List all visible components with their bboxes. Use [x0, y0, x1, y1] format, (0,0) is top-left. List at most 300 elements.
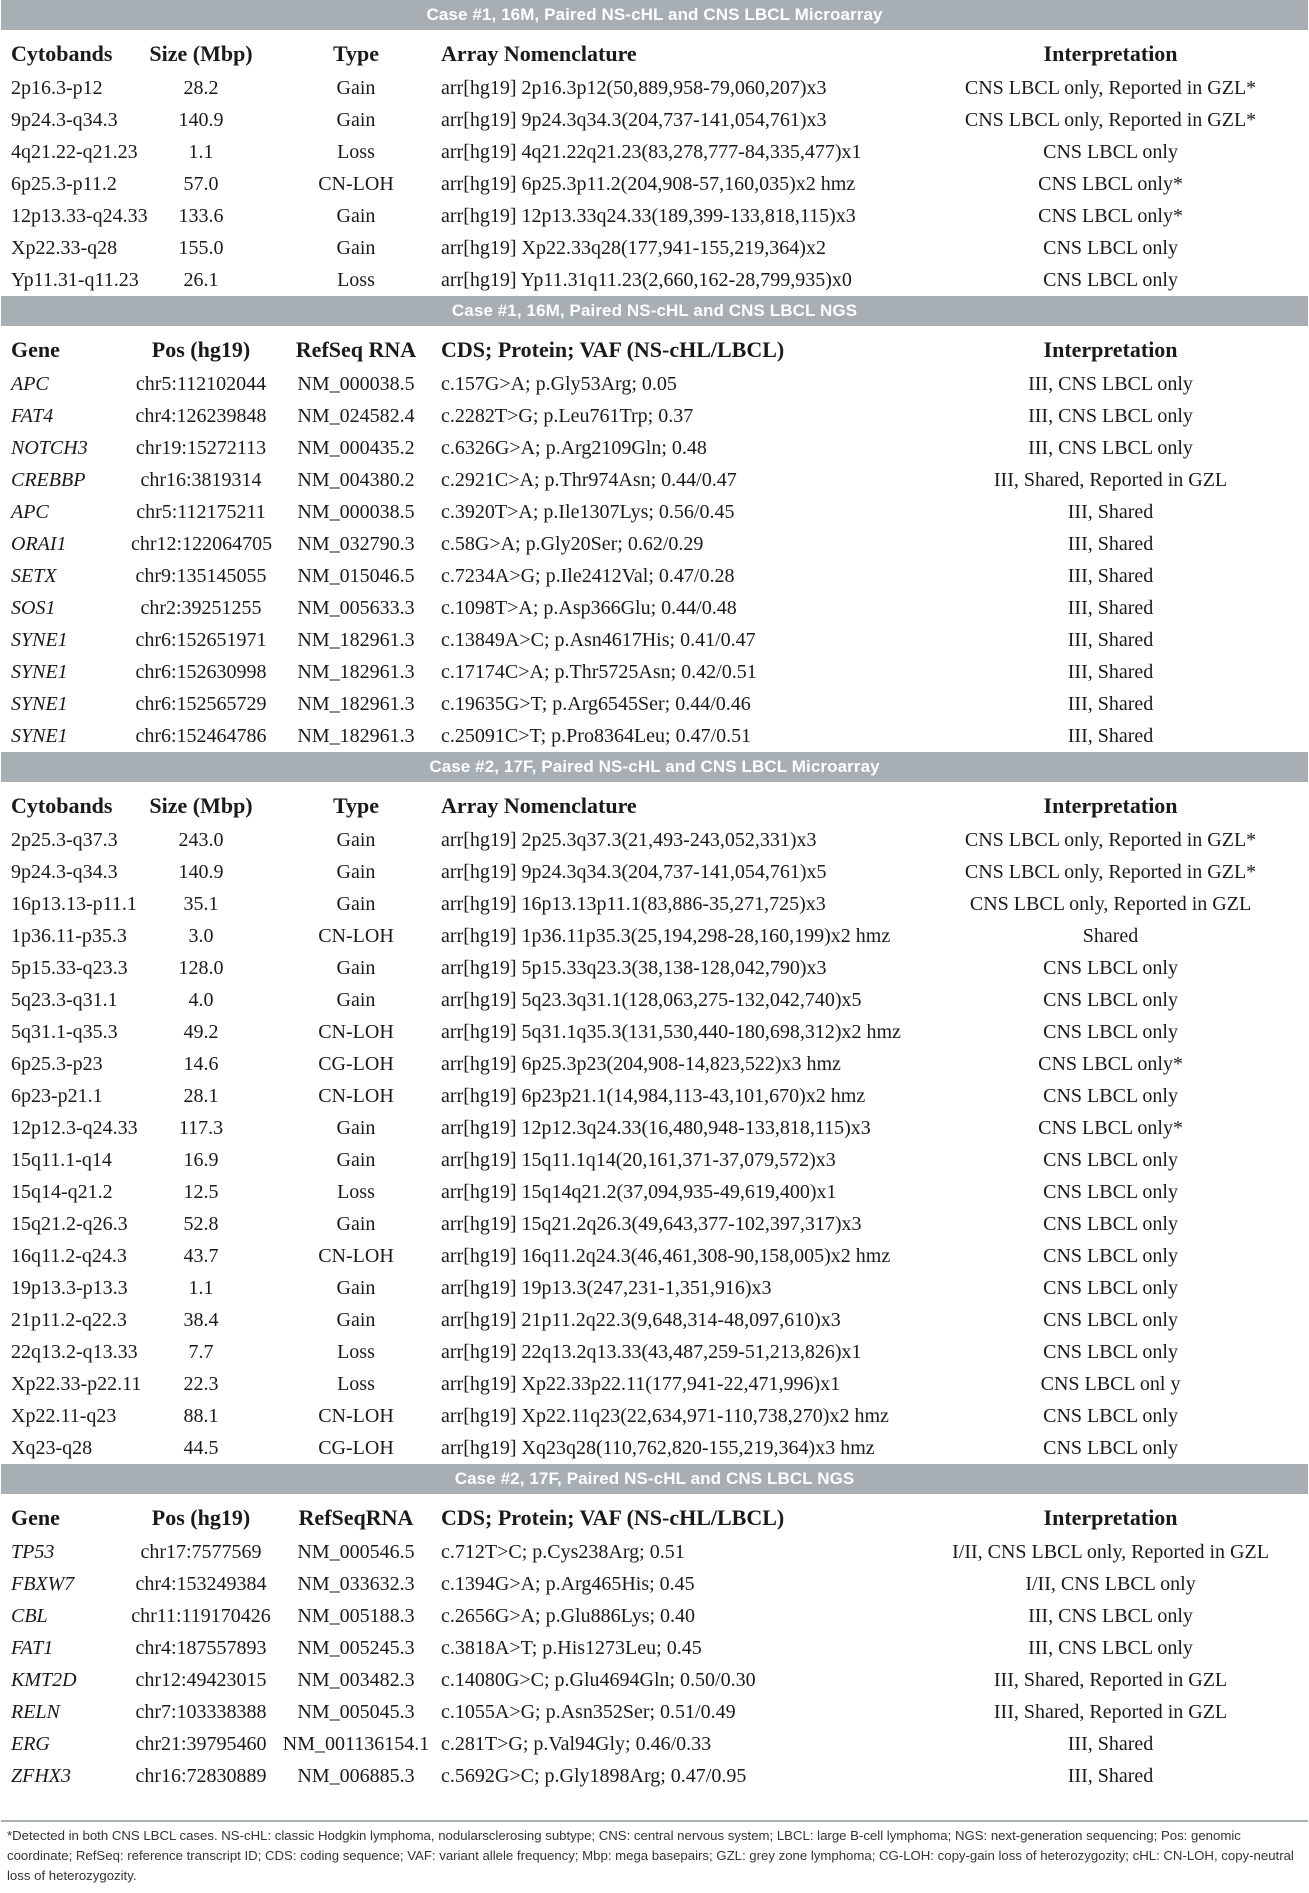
type-cell: Gain	[336, 1212, 376, 1235]
column-header-row	[1, 1494, 1308, 1536]
cds-protein-vaf-cell: c.2282T>G; p.Leu761Trp; 0.37	[441, 404, 694, 427]
interpretation-cell: CNS LBCL only*	[1038, 204, 1183, 227]
nomenclature-cell: arr[hg19] Xq23q28(110,762,820-155,219,364)x3 hmz	[441, 1436, 875, 1459]
cytoband-cell: 4q21.22-q21.23	[11, 140, 138, 163]
column-header: Array Nomenclature	[441, 41, 637, 67]
type-cell: Gain	[336, 1276, 376, 1299]
cytoband-cell: Xq23-q28	[11, 1436, 93, 1459]
type-cell: Gain	[336, 988, 376, 1011]
size-cell: 243.0	[178, 828, 224, 851]
size-cell: 155.0	[178, 236, 224, 259]
gene-cell: TP53	[11, 1540, 55, 1563]
refseq-cell: NM_001136154.1	[282, 1732, 430, 1755]
cds-protein-vaf-cell: c.3818A>T; p.His1273Leu; 0.45	[441, 1636, 702, 1659]
cytoband-cell: Xp22.33-p22.11	[11, 1372, 142, 1395]
cytoband-cell: 1p36.11-p35.3	[11, 924, 127, 947]
column-header: Pos (hg19)	[151, 337, 251, 363]
interpretation-cell: CNS LBCL only	[1043, 1340, 1178, 1363]
table-row	[1, 1304, 1308, 1336]
interpretation-cell: CNS LBCL only	[1043, 1436, 1178, 1459]
interpretation-cell: CNS LBCL only*	[1038, 1052, 1183, 1075]
cytoband-cell: 22q13.2-q13.33	[11, 1340, 138, 1363]
position-cell: chr16:72830889	[135, 1764, 267, 1787]
size-cell: 1.1	[188, 1276, 214, 1299]
type-cell: Gain	[336, 1116, 376, 1139]
nomenclature-cell: arr[hg19] 9p24.3q34.3(204,737-141,054,761)x3	[441, 108, 827, 131]
cytoband-cell: 12p12.3-q24.33	[11, 1116, 138, 1139]
cytoband-cell: 9p24.3-q34.3	[11, 860, 118, 883]
size-cell: 43.7	[183, 1244, 219, 1267]
interpretation-cell: III, Shared	[1067, 724, 1154, 747]
table-row	[1, 1664, 1308, 1696]
cds-protein-vaf-cell: c.25091C>T; p.Pro8364Leu; 0.47/0.51	[441, 724, 752, 747]
nomenclature-cell: arr[hg19] 6p23p21.1(14,984,113-43,101,670)x2 hmz	[441, 1084, 866, 1107]
cytoband-cell: 15q11.1-q14	[11, 1148, 112, 1171]
nomenclature-cell: arr[hg19] 9p24.3q34.3(204,737-141,054,761)x5	[441, 860, 827, 883]
type-cell: Gain	[336, 236, 376, 259]
table-row	[1, 1208, 1308, 1240]
nomenclature-cell: arr[hg19] 12p13.33q24.33(189,399-133,818,115)x3	[441, 204, 856, 227]
table-row	[1, 464, 1308, 496]
table-row	[1, 624, 1308, 656]
column-header: Type	[332, 793, 380, 819]
refseq-cell: NM_182961.3	[297, 692, 415, 715]
size-cell: 16.9	[183, 1148, 219, 1171]
table-row	[1, 264, 1308, 296]
interpretation-cell: CNS LBCL only	[1043, 1020, 1178, 1043]
cytoband-cell: 2p25.3-q37.3	[11, 828, 118, 851]
table-row	[1, 168, 1308, 200]
position-cell: chr17:7577569	[140, 1540, 262, 1563]
gene-cell: RELN	[11, 1700, 60, 1723]
column-header: CDS; Protein; VAF (NS-cHL/LBCL)	[441, 337, 785, 363]
cds-protein-vaf-cell: c.1098T>A; p.Asp366Glu; 0.44/0.48	[441, 596, 737, 619]
section-title: Case #1, 16M, Paired NS-cHL and CNS LBCL Microarray	[1, 0, 1308, 30]
cds-protein-vaf-cell: c.2921C>A; p.Thr974Asn; 0.44/0.47	[441, 468, 737, 491]
cds-protein-vaf-cell: c.19635G>T; p.Arg6545Ser; 0.44/0.46	[441, 692, 751, 715]
table-row	[1, 824, 1308, 856]
cytoband-cell: 16q11.2-q24.3	[11, 1244, 127, 1267]
column-header-row	[1, 326, 1308, 368]
table-row	[1, 528, 1308, 560]
interpretation-cell: CNS LBCL only	[1043, 1148, 1178, 1171]
interpretation-cell: III, CNS LBCL only	[1028, 436, 1193, 459]
nomenclature-cell: arr[hg19] 6p25.3p11.2(204,908-57,160,035)x2 hmz	[441, 172, 856, 195]
type-cell: CN-LOH	[318, 1020, 394, 1043]
table-row	[1, 1568, 1308, 1600]
cytoband-cell: Yp11.31-q11.23	[11, 268, 139, 291]
gene-cell: FAT4	[11, 404, 54, 427]
table-row	[1, 1536, 1308, 1568]
refseq-cell: NM_005045.3	[297, 1700, 415, 1723]
column-header: Cytobands	[11, 793, 113, 819]
column-header: Interpretation	[1043, 793, 1178, 819]
gene-cell: CBL	[11, 1604, 48, 1627]
size-cell: 49.2	[183, 1020, 219, 1043]
cds-protein-vaf-cell: c.58G>A; p.Gly20Ser; 0.62/0.29	[441, 532, 704, 555]
cytoband-cell: 6p23-p21.1	[11, 1084, 103, 1107]
gene-cell: ERG	[11, 1732, 50, 1755]
gene-cell: CREBBP	[11, 468, 86, 491]
cds-protein-vaf-cell: c.1055A>G; p.Asn352Ser; 0.51/0.49	[441, 1700, 736, 1723]
position-cell: chr19:15272113	[135, 436, 267, 459]
section-title: Case #1, 16M, Paired NS-cHL and CNS LBCL NGS	[1, 296, 1308, 326]
nomenclature-cell: arr[hg19] 1p36.11p35.3(25,194,298-28,160,199)x2 hmz	[441, 924, 891, 947]
interpretation-cell: III, CNS LBCL only	[1028, 404, 1193, 427]
nomenclature-cell: arr[hg19] Xp22.11q23(22,634,971-110,738,270)x2 hmz	[441, 1404, 889, 1427]
column-header: Interpretation	[1043, 337, 1178, 363]
column-header: RefSeq RNA	[295, 337, 417, 363]
nomenclature-cell: arr[hg19] Xp22.33p22.11(177,941-22,471,996)x1	[441, 1372, 841, 1395]
cytoband-cell: 5p15.33-q23.3	[11, 956, 128, 979]
interpretation-cell: III, CNS LBCL only	[1028, 1604, 1193, 1627]
column-header: Interpretation	[1043, 1505, 1178, 1531]
position-cell: chr4:187557893	[135, 1636, 267, 1659]
position-cell: chr6:152565729	[135, 692, 267, 715]
size-cell: 22.3	[183, 1372, 219, 1395]
cytoband-cell: 21p11.2-q22.3	[11, 1308, 127, 1331]
cytoband-cell: 9p24.3-q34.3	[11, 108, 118, 131]
nomenclature-cell: arr[hg19] 16p13.13p11.1(83,886-35,271,725)x3	[441, 892, 826, 915]
nomenclature-cell: arr[hg19] 15q14q21.2(37,094,935-49,619,400)x1	[441, 1180, 837, 1203]
size-cell: 4.0	[188, 988, 214, 1011]
interpretation-cell: CNS LBCL only*	[1038, 172, 1183, 195]
column-header: Gene	[11, 1505, 60, 1531]
type-cell: Loss	[337, 268, 375, 291]
column-header: Interpretation	[1043, 41, 1178, 67]
position-cell: chr12:49423015	[135, 1668, 267, 1691]
refseq-cell: NM_005633.3	[297, 596, 415, 619]
column-header: Gene	[11, 337, 60, 363]
cytoband-cell: 6p25.3-p23	[11, 1052, 103, 1075]
table-row	[1, 920, 1308, 952]
table-row	[1, 1368, 1308, 1400]
interpretation-cell: CNS LBCL only	[1043, 1276, 1178, 1299]
table-row	[1, 232, 1308, 264]
type-cell: Gain	[336, 1148, 376, 1171]
cds-protein-vaf-cell: c.17174C>A; p.Thr5725Asn; 0.42/0.51	[441, 660, 757, 683]
cds-protein-vaf-cell: c.1394G>A; p.Arg465His; 0.45	[441, 1572, 695, 1595]
cytoband-cell: 5q23.3-q31.1	[11, 988, 118, 1011]
cds-protein-vaf-cell: c.3920T>A; p.Ile1307Lys; 0.56/0.45	[441, 500, 735, 523]
type-cell: Gain	[336, 892, 376, 915]
type-cell: CN-LOH	[318, 172, 394, 195]
interpretation-cell: III, CNS LBCL only	[1028, 372, 1193, 395]
table-row	[1, 400, 1308, 432]
nomenclature-cell: arr[hg19] Yp11.31q11.23(2,660,162-28,799,935)x0	[441, 268, 852, 291]
size-cell: 44.5	[183, 1436, 219, 1459]
gene-cell: SYNE1	[11, 724, 68, 747]
table-row	[1, 856, 1308, 888]
nomenclature-cell: arr[hg19] 2p16.3p12(50,889,958-79,060,207)x3	[441, 76, 827, 99]
gene-cell: SOS1	[11, 596, 56, 619]
size-cell: 35.1	[183, 892, 219, 915]
interpretation-cell: CNS LBCL only, Reported in GZL*	[964, 76, 1257, 99]
size-cell: 52.8	[183, 1212, 219, 1235]
type-cell: Gain	[336, 108, 376, 131]
interpretation-cell: III, CNS LBCL only	[1028, 1636, 1193, 1659]
table-row	[1, 1728, 1308, 1760]
column-header: Type	[332, 41, 380, 67]
nomenclature-cell: arr[hg19] Xp22.33q28(177,941-155,219,364)x2	[441, 236, 826, 259]
section-title-bar	[1, 296, 1308, 326]
cytoband-cell: 5q31.1-q35.3	[11, 1020, 118, 1043]
interpretation-cell: CNS LBCL only	[1043, 1084, 1178, 1107]
gene-cell: NOTCH3	[11, 436, 88, 459]
interpretation-cell: I/II, CNS LBCL only, Reported in GZL	[952, 1540, 1269, 1563]
refseq-cell: NM_006885.3	[297, 1764, 415, 1787]
column-header: Array Nomenclature	[441, 793, 637, 819]
type-cell: Loss	[337, 1180, 375, 1203]
cds-protein-vaf-cell: c.712T>C; p.Cys238Arg; 0.51	[441, 1540, 685, 1563]
section-title-bar	[1, 0, 1308, 30]
position-cell: chr5:112175211	[136, 500, 266, 523]
nomenclature-cell: arr[hg19] 4q21.22q21.23(83,278,777-84,335,477)x1	[441, 140, 862, 163]
table-row	[1, 1600, 1308, 1632]
cds-protein-vaf-cell: c.281T>G; p.Val94Gly; 0.46/0.33	[441, 1732, 712, 1755]
type-cell: CN-LOH	[318, 1244, 394, 1267]
type-cell: Gain	[336, 1308, 376, 1331]
gene-cell: APC	[11, 500, 49, 523]
type-cell: Loss	[337, 140, 375, 163]
refseq-cell: NM_024582.4	[297, 404, 415, 427]
size-cell: 140.9	[178, 860, 224, 883]
size-cell: 12.5	[183, 1180, 219, 1203]
cds-protein-vaf-cell: c.6326G>A; p.Arg2109Gln; 0.48	[441, 436, 707, 459]
nomenclature-cell: arr[hg19] 5q23.3q31.1(128,063,275-132,042,740)x5	[441, 988, 862, 1011]
cytoband-cell: Xp22.11-q23	[11, 1404, 117, 1427]
interpretation-cell: III, Shared	[1067, 692, 1154, 715]
interpretation-cell: CNS LBCL only, Reported in GZL*	[964, 108, 1257, 131]
nomenclature-cell: arr[hg19] 15q11.1q14(20,161,371-37,079,572)x3	[441, 1148, 836, 1171]
size-cell: 14.6	[183, 1052, 219, 1075]
interpretation-cell: CNS LBCL only	[1043, 1244, 1178, 1267]
position-cell: chr16:3819314	[140, 468, 262, 491]
type-cell: CG-LOH	[318, 1052, 394, 1075]
interpretation-cell: CNS LBCL only	[1043, 988, 1178, 1011]
nomenclature-cell: arr[hg19] 12p12.3q24.33(16,480,948-133,818,115)x3	[441, 1116, 871, 1139]
table-row	[1, 560, 1308, 592]
position-cell: chr11:119170426	[131, 1604, 271, 1627]
size-cell: 38.4	[183, 1308, 219, 1331]
size-cell: 7.7	[188, 1340, 214, 1363]
type-cell: Gain	[336, 204, 376, 227]
cds-protein-vaf-cell: c.14080G>C; p.Glu4694Gln; 0.50/0.30	[441, 1668, 756, 1691]
cytoband-cell: 15q14-q21.2	[11, 1180, 113, 1203]
interpretation-cell: III, Shared	[1067, 596, 1154, 619]
interpretation-cell: III, Shared	[1067, 1764, 1154, 1787]
interpretation-cell: III, Shared	[1067, 1732, 1154, 1755]
gene-cell: ORAI1	[11, 532, 67, 555]
cds-protein-vaf-cell: c.7234A>G; p.Ile2412Val; 0.47/0.28	[441, 564, 735, 587]
nomenclature-cell: arr[hg19] 21p11.2q22.3(9,648,314-48,097,610)x3	[441, 1308, 841, 1331]
refseq-cell: NM_005245.3	[297, 1636, 415, 1659]
column-header: CDS; Protein; VAF (NS-cHL/LBCL)	[441, 1505, 785, 1531]
refseq-cell: NM_182961.3	[297, 628, 415, 651]
section-title-bar	[1, 752, 1308, 782]
type-cell: CN-LOH	[318, 1084, 394, 1107]
gene-cell: SYNE1	[11, 692, 68, 715]
interpretation-cell: CNS LBCL only	[1043, 1212, 1178, 1235]
interpretation-cell: CNS LBCL only	[1043, 236, 1178, 259]
table-row	[1, 1112, 1308, 1144]
type-cell: Loss	[337, 1340, 375, 1363]
position-cell: chr12:122064705	[131, 532, 273, 555]
interpretation-cell: III, Shared	[1067, 628, 1154, 651]
interpretation-cell: CNS LBCL only	[1043, 1180, 1178, 1203]
nomenclature-cell: arr[hg19] 15q21.2q26.3(49,643,377-102,397,317)x3	[441, 1212, 862, 1235]
interpretation-cell: CNS LBCL only*	[1038, 1116, 1183, 1139]
table-row	[1, 1176, 1308, 1208]
cytoband-cell: 2p16.3-p12	[11, 76, 103, 99]
size-cell: 88.1	[183, 1404, 219, 1427]
table-row	[1, 1400, 1308, 1432]
interpretation-cell: CNS LBCL only	[1043, 1308, 1178, 1331]
refseq-cell: NM_182961.3	[297, 724, 415, 747]
size-cell: 1.1	[188, 140, 214, 163]
nomenclature-cell: arr[hg19] 22q13.2q13.33(43,487,259-51,213,826)x1	[441, 1340, 862, 1363]
interpretation-cell: CNS LBCL only, Reported in GZL*	[964, 828, 1257, 851]
type-cell: CN-LOH	[318, 1404, 394, 1427]
table-row	[1, 952, 1308, 984]
size-cell: 57.0	[183, 172, 219, 195]
table-row	[1, 592, 1308, 624]
gene-cell: KMT2D	[11, 1668, 77, 1691]
column-header: Pos (hg19)	[151, 1505, 251, 1531]
table-row	[1, 1696, 1308, 1728]
table-row	[1, 720, 1308, 752]
nomenclature-cell: arr[hg19] 5q31.1q35.3(131,530,440-180,698,312)x2 hmz	[441, 1020, 901, 1043]
table-row	[1, 1048, 1308, 1080]
position-cell: chr5:112102044	[135, 372, 267, 395]
table-footnote: *Detected in both CNS LBCL cases. NS-cHL: classic Hodgkin lymphoma, nodularsclerosing subtype; CNS: central nervous system; LBCL: large B-cell lymphoma; NGS: next-generation sequencing; Pos: genomic coordinate; RefSeq: reference transcript ID; CDS: coding sequence; VAF: variant allele frequency; Mbp: mega basepairs; GZL: grey zone lymphoma; CG-LOH: copy-gain loss of heterozygozity; cHL: CN-LOH, copy-neutral loss of heterozygozity.	[1, 1820, 1308, 1886]
position-cell: chr6:152630998	[135, 660, 267, 683]
position-cell: chr9:135145055	[135, 564, 267, 587]
interpretation-cell: CNS LBCL only, Reported in GZL*	[964, 860, 1257, 883]
table-row	[1, 1016, 1308, 1048]
cds-protein-vaf-cell: c.2656G>A; p.Glu886Lys; 0.40	[441, 1604, 696, 1627]
column-header-row	[1, 782, 1308, 824]
cds-protein-vaf-cell: c.5692G>C; p.Gly1898Arg; 0.47/0.95	[441, 1764, 747, 1787]
position-cell: chr7:103338388	[135, 1700, 267, 1723]
table-row	[1, 1632, 1308, 1664]
table-row	[1, 688, 1308, 720]
type-cell: Gain	[336, 76, 376, 99]
gene-cell: SYNE1	[11, 628, 68, 651]
nomenclature-cell: arr[hg19] 2p25.3q37.3(21,493-243,052,331)x3	[441, 828, 817, 851]
results-table	[1, 0, 1308, 1792]
gene-cell: SETX	[11, 564, 57, 587]
table-row	[1, 888, 1308, 920]
refseq-cell: NM_033632.3	[297, 1572, 415, 1595]
size-cell: 140.9	[178, 108, 224, 131]
table-row	[1, 1144, 1308, 1176]
interpretation-cell: I/II, CNS LBCL only	[1025, 1572, 1196, 1595]
section-title-bar	[1, 1464, 1308, 1494]
size-cell: 133.6	[178, 204, 224, 227]
cytoband-cell: 19p13.3-p13.3	[11, 1276, 128, 1299]
column-header: RefSeqRNA	[298, 1505, 414, 1531]
table-row	[1, 200, 1308, 232]
position-cell: chr6:152464786	[135, 724, 267, 747]
interpretation-cell: III, Shared, Reported in GZL	[993, 1668, 1228, 1691]
nomenclature-cell: arr[hg19] 16q11.2q24.3(46,461,308-90,158,005)x2 hmz	[441, 1244, 891, 1267]
table-row	[1, 1760, 1308, 1792]
interpretation-cell: III, Shared	[1067, 660, 1154, 683]
table-row	[1, 1432, 1308, 1464]
refseq-cell: NM_015046.5	[297, 564, 415, 587]
table-row	[1, 656, 1308, 688]
nomenclature-cell: arr[hg19] 6p25.3p23(204,908-14,823,522)x3 hmz	[441, 1052, 841, 1075]
interpretation-cell: III, Shared, Reported in GZL	[993, 1700, 1228, 1723]
size-cell: 117.3	[178, 1116, 224, 1139]
table-row	[1, 72, 1308, 104]
interpretation-cell: CNS LBCL only	[1043, 956, 1178, 979]
table-row	[1, 136, 1308, 168]
position-cell: chr6:152651971	[135, 628, 267, 651]
refseq-cell: NM_004380.2	[297, 468, 415, 491]
cds-protein-vaf-cell: c.157G>A; p.Gly53Arg; 0.05	[441, 372, 677, 395]
table-row	[1, 368, 1308, 400]
size-cell: 28.2	[183, 76, 219, 99]
refseq-cell: NM_005188.3	[297, 1604, 415, 1627]
interpretation-cell: CNS LBCL onl y	[1040, 1372, 1181, 1395]
column-header: Size (Mbp)	[149, 793, 253, 819]
gene-cell: APC	[11, 372, 49, 395]
column-header-row	[1, 30, 1308, 72]
size-cell: 26.1	[183, 268, 219, 291]
nomenclature-cell: arr[hg19] 19p13.3(247,231-1,351,916)x3	[441, 1276, 772, 1299]
refseq-cell: NM_000435.2	[297, 436, 415, 459]
refseq-cell: NM_000038.5	[297, 500, 415, 523]
refseq-cell: NM_182961.3	[297, 660, 415, 683]
gene-cell: FBXW7	[11, 1572, 75, 1595]
size-cell: 28.1	[183, 1084, 219, 1107]
type-cell: Gain	[336, 956, 376, 979]
column-header: Cytobands	[11, 41, 113, 67]
interpretation-cell: III, Shared, Reported in GZL	[993, 468, 1228, 491]
position-cell: chr2:39251255	[140, 596, 262, 619]
position-cell: chr4:126239848	[135, 404, 267, 427]
refseq-cell: NM_003482.3	[297, 1668, 415, 1691]
table-row	[1, 1080, 1308, 1112]
cytoband-cell: 6p25.3-p11.2	[11, 172, 117, 195]
interpretation-cell: CNS LBCL only	[1043, 268, 1178, 291]
cytoband-cell: 15q21.2-q26.3	[11, 1212, 128, 1235]
table-row	[1, 1336, 1308, 1368]
gene-cell: SYNE1	[11, 660, 68, 683]
gene-cell: FAT1	[11, 1636, 54, 1659]
position-cell: chr21:39795460	[135, 1732, 267, 1755]
type-cell: Gain	[336, 828, 376, 851]
column-header: Size (Mbp)	[149, 41, 253, 67]
table-row	[1, 432, 1308, 464]
interpretation-cell: CNS LBCL only	[1043, 1404, 1178, 1427]
interpretation-cell: CNS LBCL only	[1043, 140, 1178, 163]
table-row	[1, 496, 1308, 528]
interpretation-cell: Shared	[1082, 924, 1139, 947]
table-row	[1, 104, 1308, 136]
section-title: Case #2, 17F, Paired NS-cHL and CNS LBCL NGS	[1, 1464, 1308, 1494]
type-cell: Gain	[336, 860, 376, 883]
refseq-cell: NM_032790.3	[297, 532, 415, 555]
interpretation-cell: III, Shared	[1067, 564, 1154, 587]
gene-cell: ZFHX3	[11, 1764, 71, 1787]
cytoband-cell: 16p13.13-p11.1	[11, 892, 137, 915]
cytoband-cell: Xp22.33-q28	[11, 236, 118, 259]
table-row	[1, 1240, 1308, 1272]
interpretation-cell: CNS LBCL only, Reported in GZL	[969, 892, 1252, 915]
